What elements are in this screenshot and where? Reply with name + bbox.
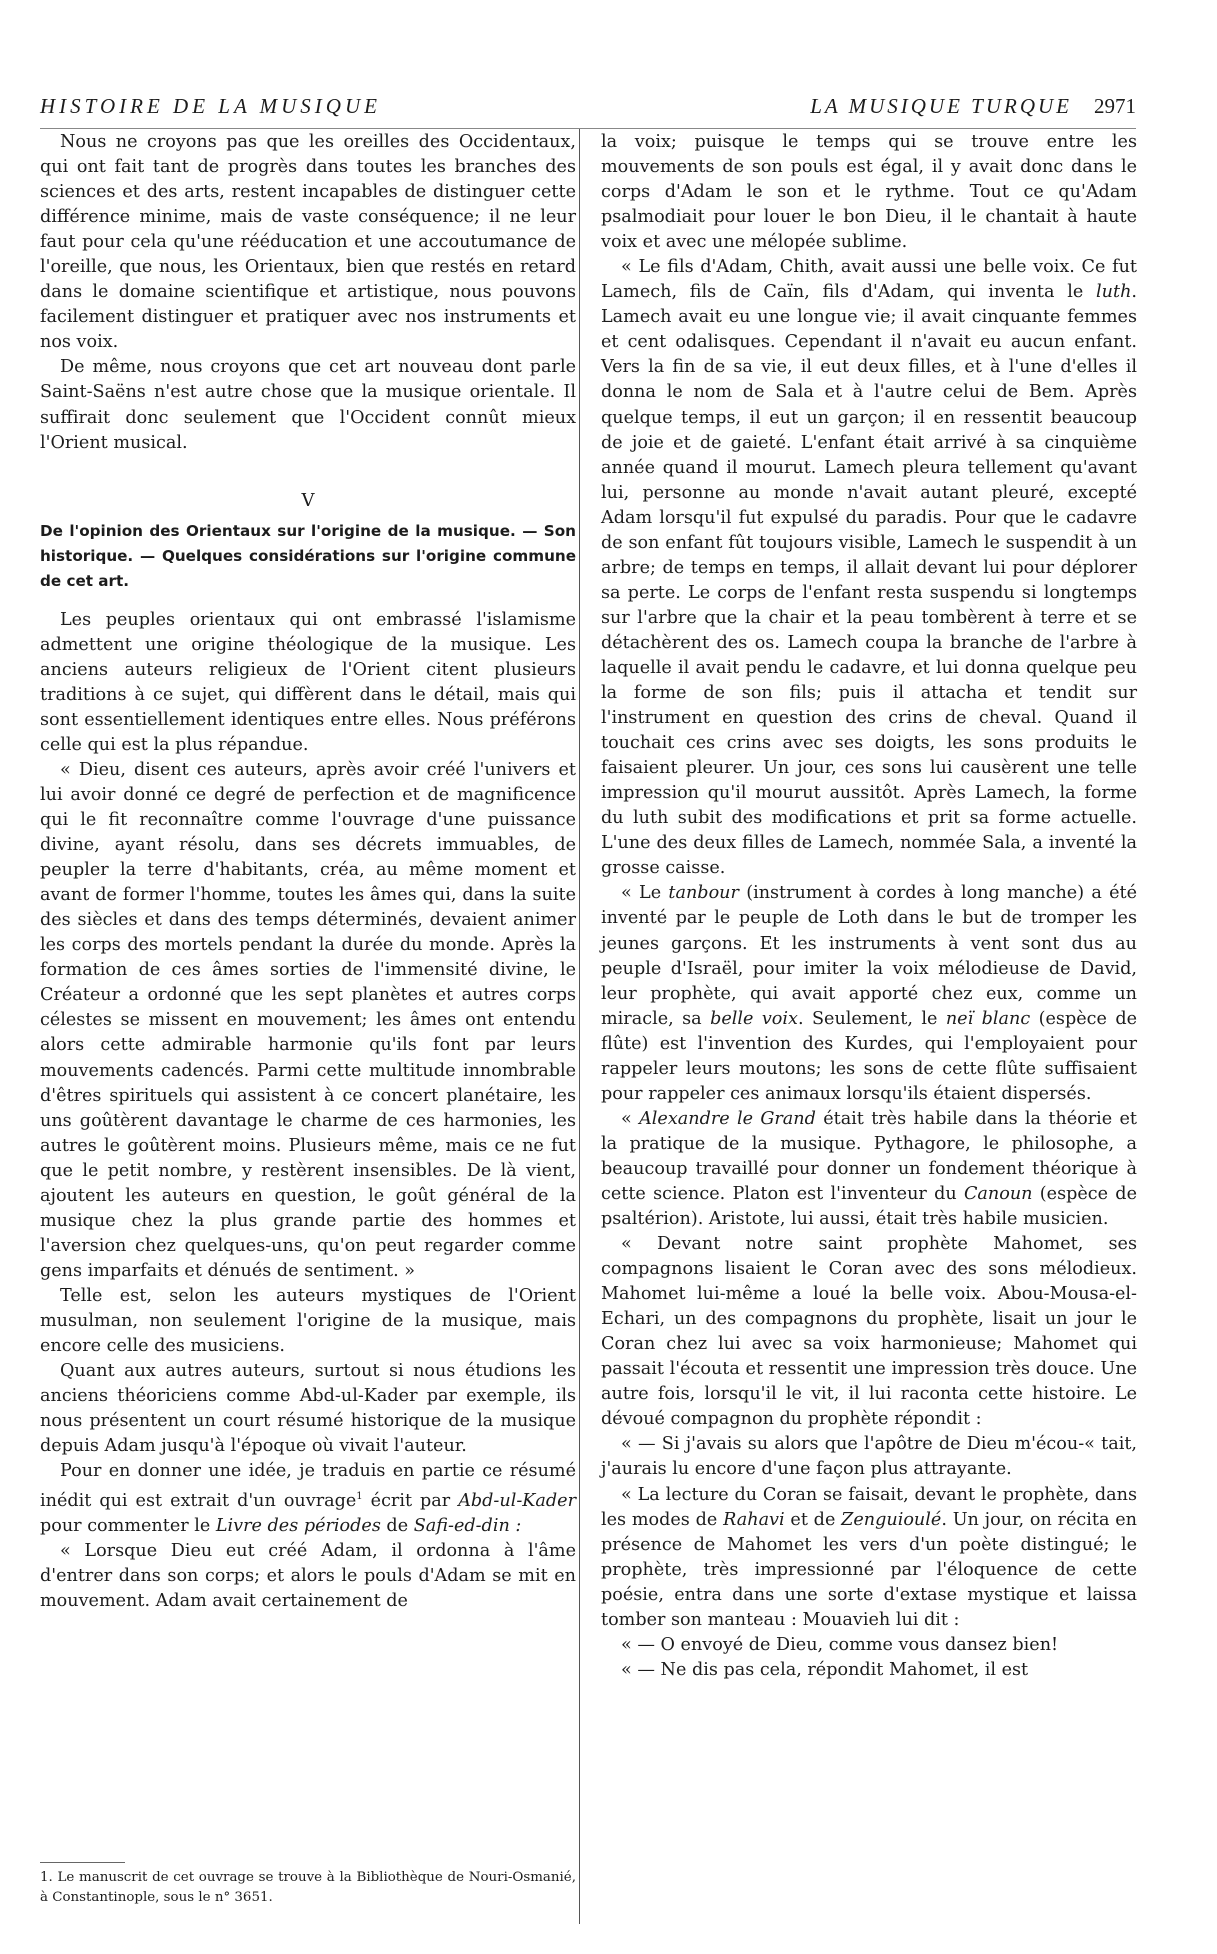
paragraph: Les peuples orientaux qui ont embrassé l'islamisme admettent une origine théologique de la musique. Les anciens auteurs religieux de l'Orient citent plusieurs traditions à ce sujet, qui diffèrent dans le détail, mais qui sont essentiellement identiques entre elles. Nous préférons celle qui est la plus répandue. — [40, 609, 576, 755]
text-run: . Seulement, le — [797, 1008, 946, 1029]
paragraph: « — Ne dis pas cela, répondit Mahomet, il est — [621, 1659, 1029, 1680]
running-head-left: HISTOIRE DE LA MUSIQUE — [40, 94, 381, 118]
author-name: Abd-ul-Kader — [458, 1491, 576, 1512]
text-run: était très habile dans la théorie et la pratique de la musique. Pythagore, le philosophe, a beaucoup travaillé pour donner un fondement théorique à cette science. Platon est l'inventeur du — [601, 1108, 1138, 1204]
column-rule — [579, 129, 580, 1924]
text-run: de — [380, 1516, 414, 1537]
text-run: « La lecture du Coran se faisait, devant le prophète, dans les modes de — [601, 1484, 1137, 1530]
section-heading: De l'opinion des Orientaux sur l'origine de la musique. — Son historique. — Quelques considérations sur l'origine commune de cet art. — [40, 521, 576, 590]
text-run: « — [621, 1108, 640, 1129]
paragraph: « Devant notre saint prophète Mahomet, ses compagnons lisaient le Coran avec des sons mélodieux. Mahomet lui-même a loué la belle voix. Abou-Mousa-el-Echari, un des compagnons du prophète, lisait un jour le Coran chez lui avec sa voix harmonieuse; Mahomet qui passait l'écouta et ressentit une impression très douce. Une autre fois, lorsqu'il le vit, il lui raconta cette histoire. Le dévoué compagnon du prophète répondit : — [601, 1234, 1137, 1430]
text-run: « Le — [621, 883, 669, 904]
text-run: (espèce de psaltérion). Aristote, lui aussi, était très habile musicien. — [601, 1183, 1137, 1230]
text-run: « Le fils d'Adam, Chith, avait aussi une belle voix. Ce fut Lamech, fils de Caïn, fils d'Adam, qui inventa le — [601, 257, 1137, 303]
term: neï blanc — [945, 1008, 1031, 1029]
footnote-ref: 1 — [356, 1491, 363, 1503]
text-run: et de — [784, 1509, 842, 1530]
running-head — [40, 94, 1136, 128]
paragraph: Nous ne croyons pas que les oreilles des Occidentaux, qui ont fait tant de progrès dans toutes les branches des sciences et des arts, restent incapables de distinguer cette différence minime, mais de vaste conséquence; il ne leur faut pour cela qu'une rééducation et une accoutumance de l'oreille, que nous, les Orientaux, bien que restés en retard dans le domaine scientifique et artistique, nous pouvons facilement distinguer et pratiquer avec nos instruments et nos voix. — [40, 132, 576, 353]
text-run: . Lamech avait eu une longue vie; il avait cinquante femmes et cent odalisques. Cependant il n'avait eu aucun enfant. Vers la fin de sa vie, il eut deux filles, et à l'une d'elles il donna le nom de Sala et à l'autre celui de Bem. Après quelque temps, il eut un garçon; il en ressentit beaucoup de joie et de gaieté. L'enfant était arrivé à sa cinquième année quand il mourut. Lamech pleura tellement qu'avant lui, personne au monde n'avait autant pleuré, excepté Adam lorsqu'il fut expulsé du paradis. Pour que le cadavre de son enfant fût toujours visible, Lamech le suspendit à un arbre; de temps en temps, il allait devant lui pour déplorer sa perte. Le corps de l'enfant resta suspendu si longtemps sur l'arbre que la chair et la peau tombèrent à terre et se détachèrent des os. Lamech coupa la branche de l'arbre à laquelle il avait pendu le cadavre, et lui donna quelque peu la forme de son fils; puis il attacha et tendit sur l'instrument en question des crins de cheval. Quand il touchait ces crins avec ses doigts, les sons produits le faisaient pleurer. Un jour, ces sons lui causèrent une telle impression qu'il mourut aussitôt. Après Lamech, la forme du luth subit des modifications et prit sa forme actuelle. L'une des deux filles de Lamech, nommée Sala, a inventé la grosse caisse. — [601, 282, 1137, 879]
book-title: Livre des périodes — [215, 1516, 381, 1537]
term: luth — [1096, 282, 1132, 303]
section-number: V — [301, 489, 315, 511]
running-head-right — [810, 94, 1136, 119]
paragraph: « — Si j'avais su alors que l'apôtre de Dieu m'écou-« tait, j'aurais lu encore d'une façon plus attrayante. — [601, 1434, 1137, 1480]
footnote-rule — [40, 1862, 125, 1863]
term: Zenguioulé — [841, 1509, 942, 1530]
text-run: écrit par — [362, 1491, 459, 1512]
term: tanbour — [668, 883, 739, 904]
page-number: 2971 — [1094, 94, 1136, 118]
paragraph: De même, nous croyons que cet art nouveau dont parle Saint-Saëns n'est autre chose que la musique orientale. Il suffirait donc seulement que l'Occident connût mieux l'Orient musical. — [40, 357, 576, 453]
term: Alexandre le Grand — [639, 1108, 816, 1129]
paragraph: Telle est, selon les auteurs mystiques de l'Orient musulman, non seulement l'origine de la musique, mais encore celle des musiciens. — [40, 1285, 576, 1357]
text-run: pour commenter le — [40, 1516, 216, 1537]
left-column — [40, 130, 576, 1614]
paragraph: « Lorsque Dieu eut créé Adam, il ordonna à l'âme d'entrer dans son corps; et alors le pouls d'Adam se mit en mouvement. Adam avait certainement de — [40, 1541, 576, 1612]
right-column — [601, 130, 1137, 1683]
header-rule — [40, 128, 1136, 129]
text-run: Pour en donner une idée, je traduis en partie ce résumé inédit qui est extrait d'un ouvrage — [40, 1461, 576, 1512]
term: Canoun — [963, 1183, 1033, 1204]
paragraph — [601, 881, 1137, 1106]
author-name: Safi-ed-din : — [413, 1516, 522, 1537]
term: Rahavi — [723, 1509, 785, 1530]
paragraph: « — O envoyé de Dieu, comme vous dansez bien! — [621, 1634, 1059, 1655]
running-head-title: LA MUSIQUE TURQUE — [810, 94, 1072, 118]
paragraph: la voix; puisque le temps qui se trouve entre les mouvements de son pouls est égal, il y avait donc dans le corps d'Adam le son et le rythme. Tout ce qu'Adam psalmodiait pour louer le bon Dieu, il le chantait à haute voix et avec une mélopée sublime. — [601, 132, 1137, 253]
paragraph — [40, 1459, 576, 1539]
paragraph: Quant aux autres auteurs, surtout si nous étudions les anciens théoriciens comme Abd-ul-Kader par exemple, ils nous présentent un court résumé historique de la musique depuis Adam jusqu'à l'époque où vivait l'auteur. — [40, 1361, 576, 1457]
paragraph — [601, 255, 1137, 881]
paragraph — [601, 1483, 1137, 1633]
text-run: (espèce de flûte) est l'invention des Kurdes, qui l'employaient pour rappeler leurs moutons; les sons de cette flûte suffisaient pour rappeler ces animaux lorsqu'ils étaient dispersés. — [601, 1008, 1137, 1104]
paragraph — [601, 1107, 1137, 1232]
paragraph: « Dieu, disent ces auteurs, après avoir créé l'univers et lui avoir donné ce degré de perfection et de magnificence qui le fit reconnaître comme l'ouvrage d'une puissance divine, ayant résolu, dans ses décrets immuables, de peupler la terre d'habitants, créa, au même moment et avant de former l'homme, toutes les âmes qui, dans la suite des siècles et dans des temps déterminés, devaient animer les corps des mortels pendant la durée du monde. Après la formation de ces âmes sorties de l'immensité divine, le Créateur a ordonné que les sept planètes et autres corps célestes se missent en mouvement; les âmes ont entendu alors cette admirable harmonie qu'ils font par leurs mouvements cadencés. Parmi cette multitude innombrable d'êtres spirituels qui assistent à ce concert planétaire, les uns goûtèrent davantage le charme de ces harmonies, les autres le goûtèrent moins. Plusieurs même, mais ce ne fut que le petit nombre, y restèrent insensibles. De là vient, ajoutent les auteurs en question, le goût général de la musique chez la plus grande partie des hommes et l'aversion chez quelques-uns, qu'on peut regarder comme gens imparfaits et dénués de sentiment. » — [40, 759, 576, 1281]
term: belle voix — [710, 1008, 798, 1029]
text-run: (instrument à cordes à long manche) a été inventé par le peuple de Loth dans le but de tromper les jeunes garçons. Et les instruments à vent sont dus au peuple d'Israël, pour imiter la voix mélodieuse de David, leur prophète, qui avait apporté chez eux, comme un miracle, sa — [601, 883, 1137, 1029]
footnote: 1. Le manuscrit de cet ouvrage se trouve à la Bibliothèque de Nouri-Osmanié, à Constantinople, sous le n° 3651. — [40, 1870, 576, 1905]
text-run: . Un jour, on récita en présence de Mahomet les vers d'un poète distingué; le prophète, très impressionné par l'éloquence de cette poésie, entra dans une sorte d'extase mystique et laissa tomber son manteau : Mouavieh lui dit : — [601, 1509, 1137, 1630]
